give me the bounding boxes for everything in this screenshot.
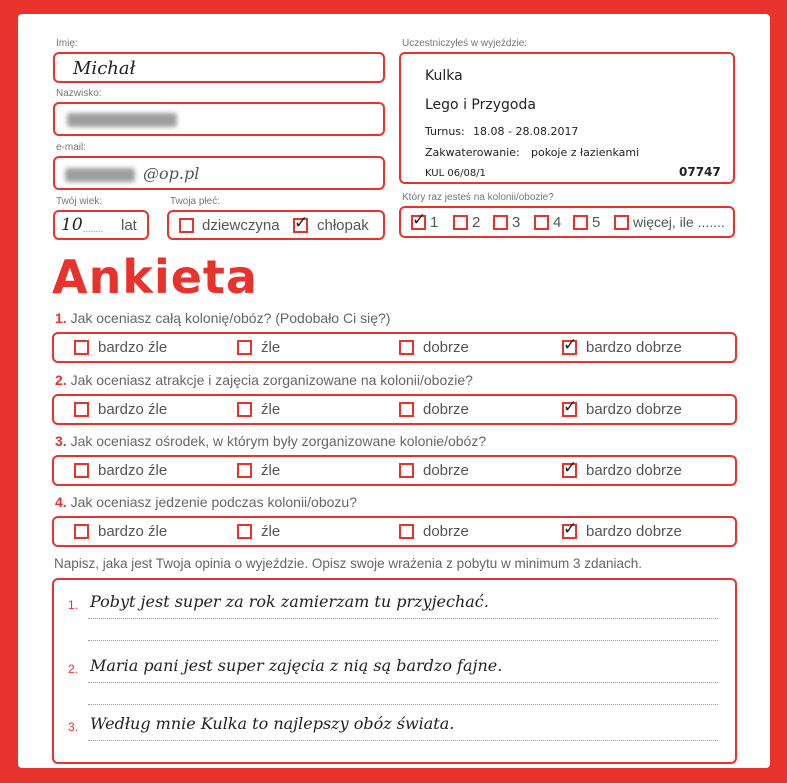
- q2-option-zle[interactable]: [237, 402, 252, 417]
- question-2-number: 2.: [55, 372, 67, 388]
- q2-option-zle-label: źle: [261, 401, 281, 418]
- q3-option-bardzo-zle[interactable]: [74, 463, 89, 478]
- q1-checkmark: ✓: [563, 335, 578, 355]
- q2-checkmark: ✓: [563, 397, 578, 417]
- q3-option-zle[interactable]: [237, 463, 252, 478]
- times-option-5: 5: [592, 214, 601, 231]
- question-1: [55, 310, 390, 326]
- question-1-text: Jak oceniasz całą kolonię/obóz? (Podobało Ci się?): [70, 310, 391, 326]
- last-name-label: Nazwisko:: [56, 88, 102, 99]
- q3-option-zle-label: źle: [261, 462, 281, 479]
- q4-option-zle[interactable]: [237, 524, 252, 539]
- times-option-3: 3: [512, 214, 521, 231]
- trip-name-1: Kulka: [425, 68, 463, 84]
- opinion-line-3-number: 3.: [68, 720, 79, 734]
- q1-option-dobrze-label: dobrze: [423, 339, 469, 356]
- q3-option-bardzo-zle-label: bardzo źle: [98, 462, 168, 479]
- first-name-value: Michał: [73, 58, 136, 79]
- trip-code: KUL 06/08/1: [425, 168, 486, 179]
- q2-option-bardzo-dobrze-label: bardzo dobrze: [586, 401, 682, 418]
- times-label: Który raz jesteś na kolonii/obozie?: [402, 192, 554, 203]
- q2-option-dobrze-label: dobrze: [423, 401, 469, 418]
- q4-option-bardzo-dobrze-label: bardzo dobrze: [586, 523, 682, 540]
- female-option-label: dziewczyna: [202, 217, 280, 234]
- opinion-line-3-text: Według mnie Kulka to najlepszy obóz świata.: [90, 714, 455, 733]
- survey-sheet: [18, 14, 770, 768]
- first-name-field[interactable]: [53, 52, 385, 83]
- q2-option-dobrze[interactable]: [399, 402, 414, 417]
- opinion-line-2-number: 2.: [68, 662, 79, 676]
- age-dots: ........: [83, 224, 104, 234]
- email-field[interactable]: [53, 156, 385, 190]
- trip-number: 07747: [679, 165, 721, 179]
- question-4-number: 4.: [55, 494, 67, 510]
- times-checkmark: ✓: [412, 210, 427, 230]
- opinion-line-1-rule: [88, 618, 718, 619]
- question-2: [55, 372, 473, 388]
- question-4-text: Jak oceniasz jedzenie podczas kolonii/obozu?: [70, 494, 357, 510]
- gender-label: Twoja płeć:: [170, 196, 221, 207]
- accommodation-label: Zakwaterowanie:: [425, 146, 520, 159]
- q3-option-bardzo-dobrze-label: bardzo dobrze: [586, 462, 682, 479]
- q4-checkmark: ✓: [563, 519, 578, 539]
- q1-option-bardzo-zle[interactable]: [74, 340, 89, 355]
- gender-field: [167, 210, 385, 240]
- survey-title: Ankieta: [52, 250, 258, 304]
- times-checkbox-more[interactable]: [614, 215, 629, 230]
- email-value: @op.pl: [143, 164, 200, 183]
- question-3: [55, 433, 486, 449]
- q2-option-bardzo-zle-label: bardzo źle: [98, 401, 168, 418]
- email-label: e-mail:: [56, 142, 87, 153]
- opinion-blank-rule-2: [88, 704, 718, 705]
- times-option-4: 4: [553, 214, 562, 231]
- times-checkbox-2[interactable]: [453, 215, 468, 230]
- answer-row-4: [52, 516, 737, 547]
- last-name-field[interactable]: [53, 102, 385, 136]
- turnus-value: 18.08 - 28.08.2017: [473, 125, 579, 138]
- age-field[interactable]: [53, 210, 149, 240]
- opinion-line-1-number: 1.: [68, 598, 79, 612]
- q1-option-zle-label: źle: [261, 339, 281, 356]
- opinion-line-1-text: Pobyt jest super za rok zamierzam tu przyjechać.: [90, 592, 489, 611]
- question-4: [55, 494, 357, 510]
- answer-row-3: [52, 455, 737, 486]
- trip-label: Uczestniczyłeś w wyjeździe:: [402, 38, 528, 49]
- times-option-2: 2: [472, 214, 481, 231]
- q3-option-dobrze-label: dobrze: [423, 462, 469, 479]
- answer-row-1: [52, 332, 737, 363]
- age-value: 10: [61, 215, 83, 235]
- q4-option-dobrze-label: dobrze: [423, 523, 469, 540]
- q4-option-bardzo-zle[interactable]: [74, 524, 89, 539]
- opinion-line-3-rule: [88, 740, 718, 741]
- female-checkbox[interactable]: [179, 218, 194, 233]
- age-label: Twój wiek:: [56, 196, 103, 207]
- question-2-text: Jak oceniasz atrakcje i zajęcia zorganizowane na kolonii/obozie?: [70, 372, 473, 388]
- times-checkbox-3[interactable]: [493, 215, 508, 230]
- times-checkbox-5[interactable]: [573, 215, 588, 230]
- q2-option-bardzo-zle[interactable]: [74, 402, 89, 417]
- accommodation-value: pokoje z łazienkami: [531, 146, 640, 159]
- q1-option-zle[interactable]: [237, 340, 252, 355]
- opinion-box[interactable]: [52, 578, 737, 764]
- times-checkbox-4[interactable]: [534, 215, 549, 230]
- q3-option-dobrze[interactable]: [399, 463, 414, 478]
- age-unit: lat: [121, 217, 137, 234]
- q3-checkmark: ✓: [563, 458, 578, 478]
- opinion-blank-rule-1: [88, 640, 718, 641]
- opinion-line-2-text: Maria pani jest super zajęcia z nią są bardzo fajne.: [90, 656, 503, 675]
- q4-option-dobrze[interactable]: [399, 524, 414, 539]
- q1-option-bardzo-zle-label: bardzo źle: [98, 339, 168, 356]
- question-3-number: 3.: [55, 433, 67, 449]
- q1-option-bardzo-dobrze-label: bardzo dobrze: [586, 339, 682, 356]
- redacted-last-name: [67, 113, 177, 127]
- trip-name-2: Lego i Przygoda: [425, 97, 536, 113]
- answer-row-2: [52, 394, 737, 425]
- redacted-email-user: [65, 168, 135, 182]
- turnus-label: Turnus:: [425, 125, 465, 138]
- times-field: [399, 206, 735, 238]
- male-option-label: chłopak: [317, 217, 369, 234]
- q1-option-dobrze[interactable]: [399, 340, 414, 355]
- times-option-more: więcej, ile .......: [633, 214, 725, 230]
- question-1-number: 1.: [55, 310, 67, 326]
- question-3-text: Jak oceniasz ośrodek, w którym były zorganizowane kolonie/obóz?: [70, 433, 487, 449]
- q4-option-zle-label: źle: [261, 523, 281, 540]
- opinion-prompt: Napisz, jaka jest Twoja opinia o wyjeździe. Opisz swoje wrażenia z pobytu w minimum 3 zdaniach.: [54, 556, 643, 571]
- first-name-label: Imię:: [56, 38, 78, 49]
- opinion-line-2-rule: [88, 682, 718, 683]
- trip-info-box: [399, 52, 735, 184]
- times-option-1: 1: [430, 214, 439, 231]
- q4-option-bardzo-zle-label: bardzo źle: [98, 523, 168, 540]
- male-checkmark: ✓: [294, 213, 309, 233]
